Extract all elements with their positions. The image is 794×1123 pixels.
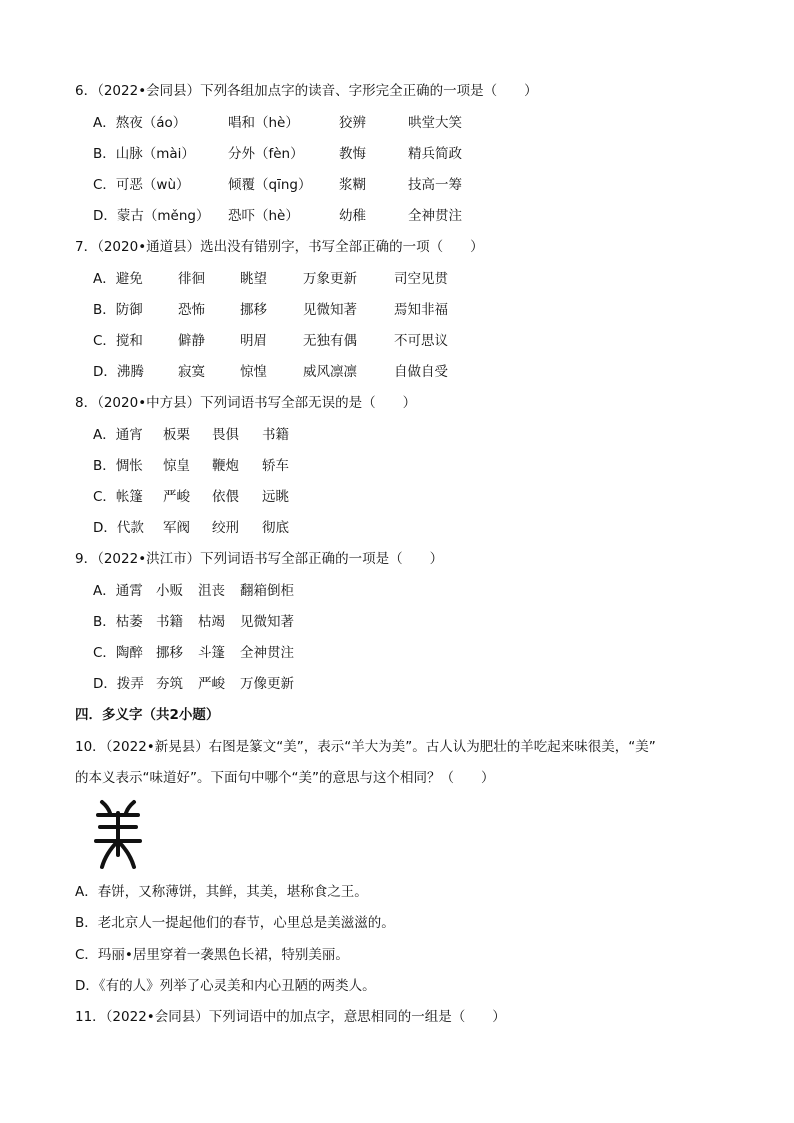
seal-script-mei-image (92, 797, 144, 871)
option-cell: 鞭炮 (212, 458, 239, 474)
option-cell: 见微知著 (240, 614, 294, 630)
option-cell: 无独有偶 (303, 333, 357, 349)
option-cell: 明眉 (240, 333, 267, 349)
option-cell: 恐吓（hè） (228, 208, 299, 224)
option-cell: B．惆怅 (93, 458, 143, 474)
option-cell: 哄堂大笑 (408, 115, 462, 131)
option-cell: 倾覆（qīng） (228, 177, 312, 193)
option-cell: 翻箱倒柜 (240, 583, 294, 599)
option-cell: 书籍 (262, 427, 289, 443)
option-cell: B．枯萎 (93, 614, 143, 630)
option-cell: 军阀 (163, 520, 190, 536)
option-cell: 轿车 (262, 458, 289, 474)
option-cell: 沮丧 (198, 583, 225, 599)
option-cell: 绞刑 (212, 520, 239, 536)
option-cell: D．代款 (93, 520, 144, 536)
question-10-stem: 10．（2022•新晃县）右图是篆文“美”，表示“羊大为美”。古人认为肥壮的羊吃起来味很美，“美” (75, 739, 656, 755)
question-10-option-b: B．老北京人一提起他们的春节，心里总是美滋滋的。 (75, 915, 395, 931)
option-cell: 板栗 (163, 427, 190, 443)
option-cell: 不可思议 (394, 333, 448, 349)
option-cell: 万像更新 (240, 676, 294, 692)
option-cell: B．山脉（mài） (93, 146, 195, 162)
option-cell: 挪移 (156, 645, 183, 661)
option-cell: 依偎 (212, 489, 239, 505)
option-cell: 徘徊 (178, 271, 205, 287)
option-cell: 惊惶 (240, 364, 267, 380)
option-cell: 分外（fèn） (228, 146, 304, 162)
option-cell: 全神贯注 (408, 208, 462, 224)
option-cell: 远眺 (262, 489, 289, 505)
option-cell: C．陶醉 (93, 645, 143, 661)
option-cell: 书籍 (156, 614, 183, 630)
option-cell: 技高一筹 (408, 177, 462, 193)
option-cell: 惊皇 (163, 458, 190, 474)
option-cell: 彻底 (262, 520, 289, 536)
option-cell: 威风凛凛 (303, 364, 357, 380)
question-11-stem: 11．（2022•会同县）下列词语中的加点字，意思相同的一组是（ ） (75, 1009, 506, 1025)
option-cell: 小贩 (156, 583, 183, 599)
option-cell: 浆糊 (339, 177, 366, 193)
option-cell: 恐怖 (178, 302, 205, 318)
option-cell: A．避免 (93, 271, 143, 287)
option-cell: 焉知非福 (394, 302, 448, 318)
option-cell: C．帐篷 (93, 489, 143, 505)
option-cell: D．沸腾 (93, 364, 144, 380)
option-cell: C．可恶（wù） (93, 177, 190, 193)
option-cell: 严峻 (198, 676, 225, 692)
option-cell: 眺望 (240, 271, 267, 287)
option-cell: 唱和（hè） (228, 115, 299, 131)
question-10-option-a: A．春饼，又称薄饼，其鲜，其美，堪称食之王。 (75, 884, 368, 900)
question-6-stem: 6．（2022•会同县）下列各组加点字的读音、字形完全正确的一项是（ ） (75, 83, 538, 99)
question-9-stem: 9．（2022•洪江市）下列词语书写全部正确的一项是（ ） (75, 551, 444, 567)
question-10-option-d: D．《有的人》列举了心灵美和内心丑陋的两类人。 (75, 978, 376, 994)
option-cell: 畏俱 (212, 427, 239, 443)
question-7-stem: 7．（2020•通道县）选出没有错别字，书写全部正确的一项（ ） (75, 239, 484, 255)
option-cell: A．熬夜（áo） (93, 115, 187, 131)
option-cell: D．拨弄 (93, 676, 144, 692)
option-cell: 严峻 (163, 489, 190, 505)
section-heading: 四．多义字（共2小题） (75, 707, 220, 723)
option-cell: B．防御 (93, 302, 143, 318)
option-cell: 见微知著 (303, 302, 357, 318)
option-cell: D．蒙古（měng） (93, 208, 210, 224)
question-10-option-c: C．玛丽•居里穿着一袭黑色长裙，特别美丽。 (75, 947, 349, 963)
option-cell: 司空见贯 (394, 271, 448, 287)
option-cell: 万象更新 (303, 271, 357, 287)
option-cell: A．通宵 (93, 427, 143, 443)
option-cell: 斗篷 (198, 645, 225, 661)
option-cell: 寂寞 (178, 364, 205, 380)
option-cell: 精兵简政 (408, 146, 462, 162)
question-8-stem: 8．（2020•中方县）下列词语书写全部无误的是（ ） (75, 395, 417, 411)
option-cell: 僻静 (178, 333, 205, 349)
option-cell: 夯筑 (156, 676, 183, 692)
option-cell: A．通霄 (93, 583, 143, 599)
option-cell: 教悔 (339, 146, 366, 162)
option-cell: C．搅和 (93, 333, 143, 349)
question-10-stem-continued: 的本义表示“味道好”。下面句中哪个“美”的意思与这个相同？（ ） (75, 770, 495, 786)
option-cell: 狡辨 (339, 115, 366, 131)
option-cell: 全神贯注 (240, 645, 294, 661)
option-cell: 自做自受 (394, 364, 448, 380)
option-cell: 挪移 (240, 302, 267, 318)
option-cell: 幼稚 (339, 208, 366, 224)
option-cell: 枯竭 (198, 614, 225, 630)
